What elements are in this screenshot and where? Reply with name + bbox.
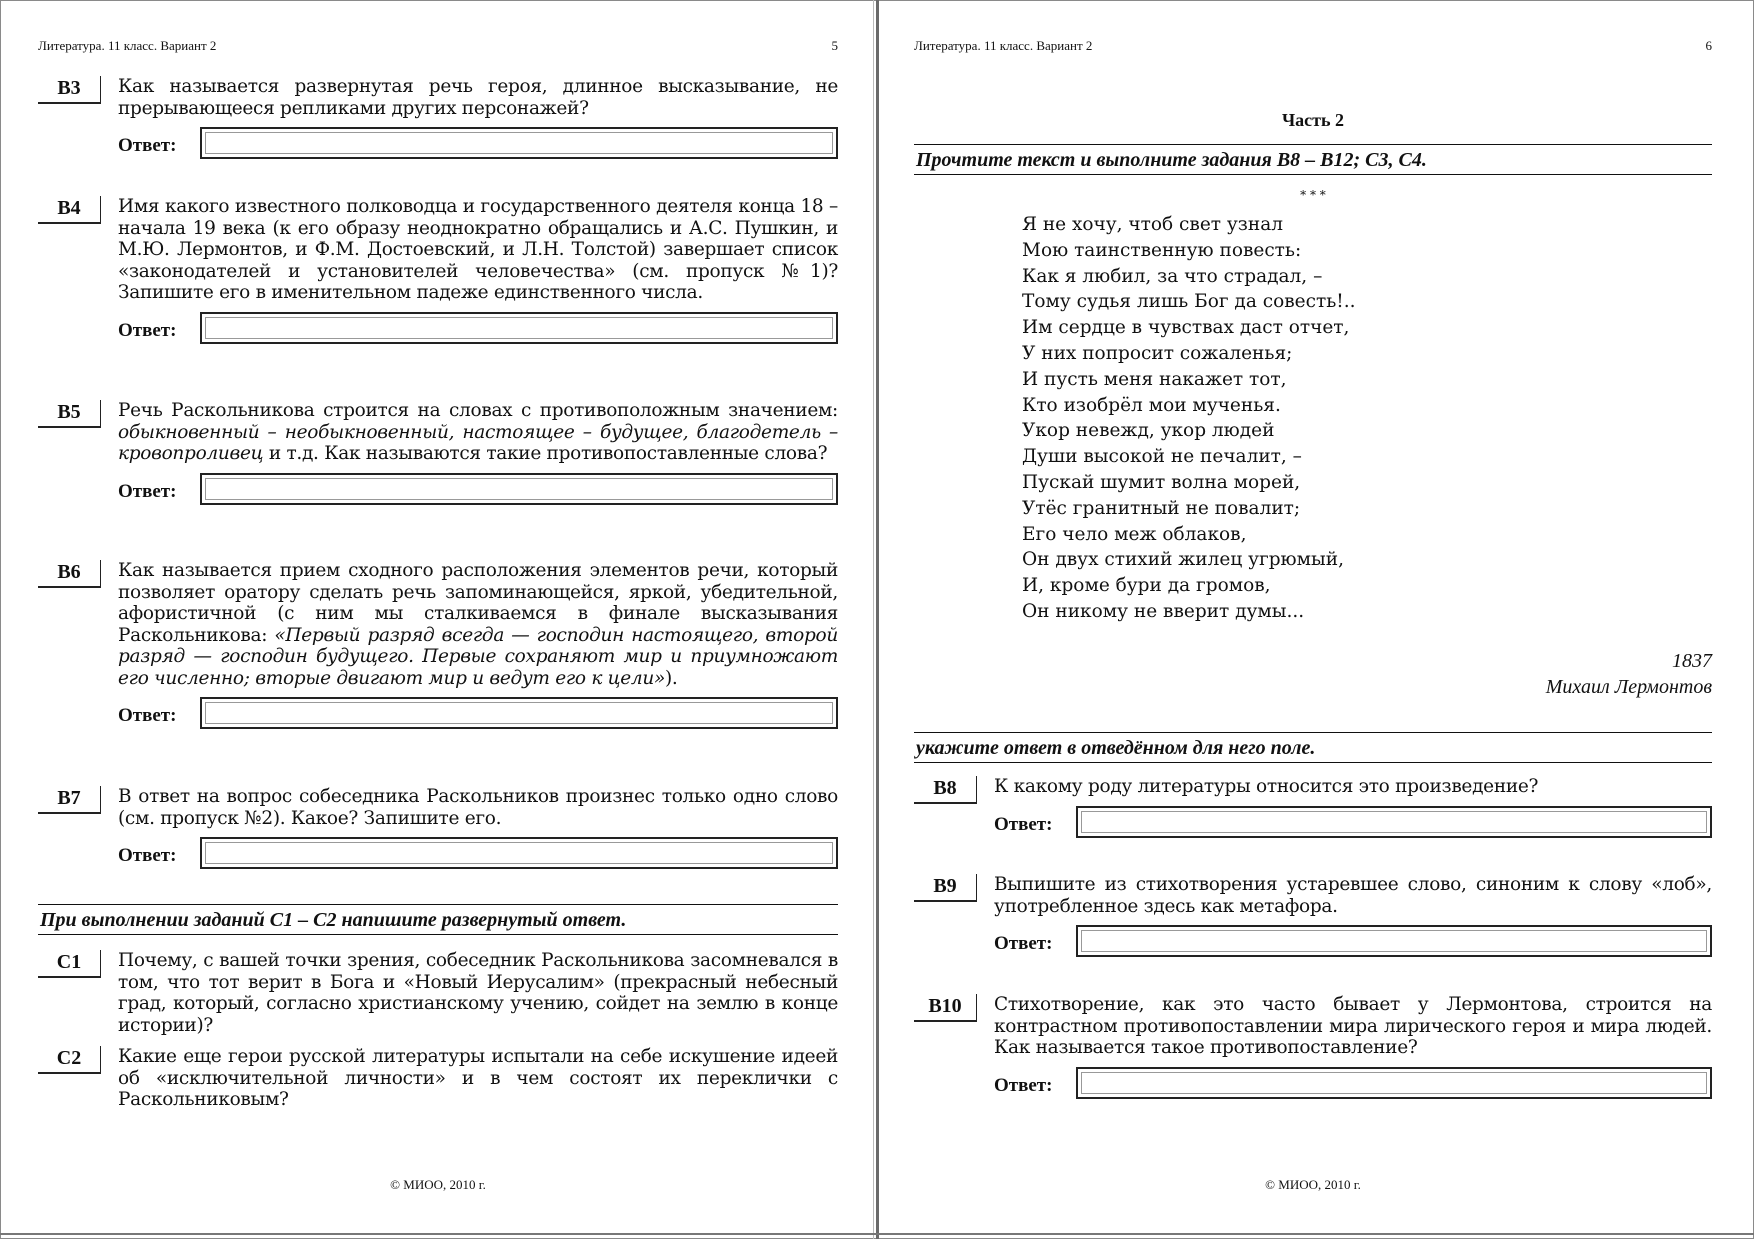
answer-label: Ответ: — [118, 480, 177, 502]
poem-line: И, кроме бури да громов, — [1022, 575, 1271, 597]
task-text: Стихотворение, как это часто бывает у Лермонтова, строится на контрастном противопоставлении мира лирического героя и мира людей. Как называется такое противопоставление? — [994, 994, 1712, 1058]
task-text — [118, 400, 838, 465]
answer-label: Ответ: — [118, 135, 177, 156]
task-b8 — [914, 776, 1712, 844]
poem-line: Души высокой не печалит, – — [1022, 446, 1302, 468]
poem-line: Тому судья лишь Бог да совесть!.. — [1022, 291, 1356, 313]
running-head — [914, 38, 1712, 54]
answer-label: Ответ: — [994, 933, 1053, 954]
task-text-part: Речь Раскольникова строится на словах с противоположным значением: — [118, 400, 838, 421]
reading-instruction: Прочтите текст и выполните задания В8 – В12; С3, С4. — [914, 144, 1712, 175]
task-code: B4 — [38, 196, 101, 224]
poem-line: Как я любил, за что страдал, – — [1022, 265, 1323, 287]
section-c-heading: При выполнении заданий С1 – С2 напишите развернутый ответ. — [38, 904, 838, 935]
answer-field-b5[interactable] — [200, 473, 838, 505]
page-divider-shadow — [873, 0, 874, 1239]
task-text: Какие еще герои русской литературы испытали на себе искушение идеей об «исключительной личности» и в чем состоят их переклички с Раскольниковым? — [118, 1046, 838, 1110]
task-text-italic: обыкновенный – необыкновенный, настоящее – будущее, благодетель – кровопроливец — [118, 421, 838, 464]
task-code: B8 — [914, 776, 977, 804]
copyright-footer: © МИОО, 2010 г. — [1265, 1177, 1361, 1192]
poem-line: Пускай шумит волна морей, — [1022, 471, 1301, 493]
task-b5 — [38, 400, 838, 511]
answer-label: Ответ: — [118, 705, 177, 726]
task-b4 — [38, 196, 838, 350]
task-code: C2 — [38, 1046, 101, 1074]
task-c2 — [38, 1046, 838, 1111]
poem-line: Он никому не вверит думы... — [1022, 600, 1305, 622]
poem-line: Им сердце в чувствах даст отчет, — [1022, 317, 1350, 339]
task-c1 — [38, 950, 838, 1036]
copyright-footer: © МИОО, 2010 г. — [390, 1177, 486, 1192]
task-code: C1 — [38, 950, 101, 978]
task-b6 — [38, 560, 838, 735]
task-text-italic: «Первый разряд всегда — господин настоящего, второй разряд — господин будущего. Первые сохраняют мир и приумножают его численно; вторые двигают мир и ведут его к цели» — [118, 624, 838, 689]
poem-line: Укор невежд, укор людей — [1022, 420, 1275, 442]
running-head-title: Литература. 11 класс. Вариант 2 — [38, 38, 217, 53]
task-text — [118, 560, 838, 689]
answer-label: Ответ: — [994, 1074, 1053, 1096]
task-text: Выпишите из стихотворения устаревшее слово, синоним к слову «лоб», употребленное здесь как метафора. — [994, 874, 1712, 917]
task-b9 — [914, 874, 1712, 963]
right-page — [914, 0, 1712, 1239]
answer-field-b6[interactable] — [200, 697, 838, 729]
task-text: Как называется развернутая речь героя, длинное высказывание, не прерывающееся репликами других персонажей? — [118, 76, 838, 119]
poem-line: Кто изобрёл мои мученья. — [1022, 394, 1281, 416]
task-text: К какому роду литературы относится это произведение? — [994, 776, 1539, 797]
poem-text — [1022, 212, 1355, 625]
poem-line: Мою таинственную повесть: — [1022, 239, 1302, 261]
answer-label: Ответ: — [118, 319, 177, 341]
part-title: Часть 2 — [1281, 110, 1345, 130]
running-head-title: Литература. 11 класс. Вариант 2 — [914, 38, 1093, 53]
task-text-part: и т.д. Как называются такие противопоставленные слова? — [263, 443, 828, 464]
answer-row — [994, 925, 1712, 963]
running-head — [38, 38, 838, 54]
poem-asterisks: * * * — [1300, 188, 1326, 202]
poem-line: Утёс гранитный не повалит; — [1022, 497, 1301, 519]
answer-row — [118, 473, 838, 511]
answer-field-b3[interactable] — [200, 127, 838, 159]
answer-instruction: укажите ответ в отведённом для него поле. — [914, 732, 1712, 763]
poem-year: 1837 — [1672, 650, 1712, 672]
answer-row — [994, 1067, 1712, 1105]
task-text-part: Как называется прием сходного расположения элементов речи, который позволяет оратору сделать речь запоминающейся, яркой, убедительной, афористичной (с ним мы сталкиваемся в финале высказывания Раскольникова: — [118, 560, 838, 646]
left-page — [38, 0, 838, 1239]
task-b10 — [914, 994, 1712, 1105]
task-b3 — [38, 76, 838, 165]
answer-field-b8[interactable] — [1076, 806, 1712, 838]
page-number: 5 — [831, 38, 838, 53]
answer-row — [118, 837, 838, 875]
task-code: B7 — [38, 786, 101, 814]
task-code: B3 — [38, 76, 101, 104]
answer-field-b7[interactable] — [200, 837, 838, 869]
answer-label: Ответ: — [994, 813, 1053, 835]
task-code: B5 — [38, 400, 101, 428]
task-b7 — [38, 786, 838, 875]
task-text-part: ). — [665, 667, 678, 689]
task-text: В ответ на вопрос собеседника Раскольников произнес только одно слово (см. пропуск №2). Какое? Запишите его. — [118, 786, 838, 829]
page-divider — [876, 0, 879, 1239]
poem-author: Михаил Лермонтов — [1545, 676, 1712, 698]
answer-field-b4[interactable] — [200, 312, 838, 344]
poem-line: И пусть меня накажет тот, — [1022, 368, 1287, 390]
answer-field-b10[interactable] — [1076, 1067, 1712, 1099]
poem-line: Его чело меж облаков, — [1022, 523, 1247, 545]
answer-row — [994, 806, 1712, 844]
answer-label: Ответ: — [118, 845, 177, 866]
task-text: Имя какого известного полководца и государственного деятеля конца 18 – начала 19 века (к его образу неоднократно обращались и А.С. Пушкин, и М.Ю. Лермонтов, и Ф.М. Достоевский, и Л.Н. Толстой) завершает список «законодателей и установителей человечества» (см. пропуск №1)? Запишите его в именительном падеже единственного числа. — [118, 196, 838, 303]
task-text: Почему, с вашей точки зрения, собеседник Раскольникова засомневался в том, что тот верит в Бога и «Новый Иерусалим» (прекрасный небесный град, который, согласно христианскому учению, сойдет на землю в конце истории)? — [118, 950, 838, 1036]
page-number: 6 — [1705, 38, 1712, 53]
answer-row — [118, 697, 838, 735]
task-code: B6 — [38, 560, 101, 588]
task-code: B10 — [914, 994, 977, 1022]
poem-line: Он двух стихий жилец угрюмый, — [1022, 549, 1344, 571]
task-code: B9 — [914, 874, 977, 902]
poem-line: Я не хочу, чтоб свет узнал — [1022, 214, 1283, 235]
answer-row — [118, 127, 838, 165]
answer-field-b9[interactable] — [1076, 925, 1712, 957]
answer-row — [118, 312, 838, 350]
poem-line: У них попросит сожаленья; — [1022, 342, 1293, 364]
